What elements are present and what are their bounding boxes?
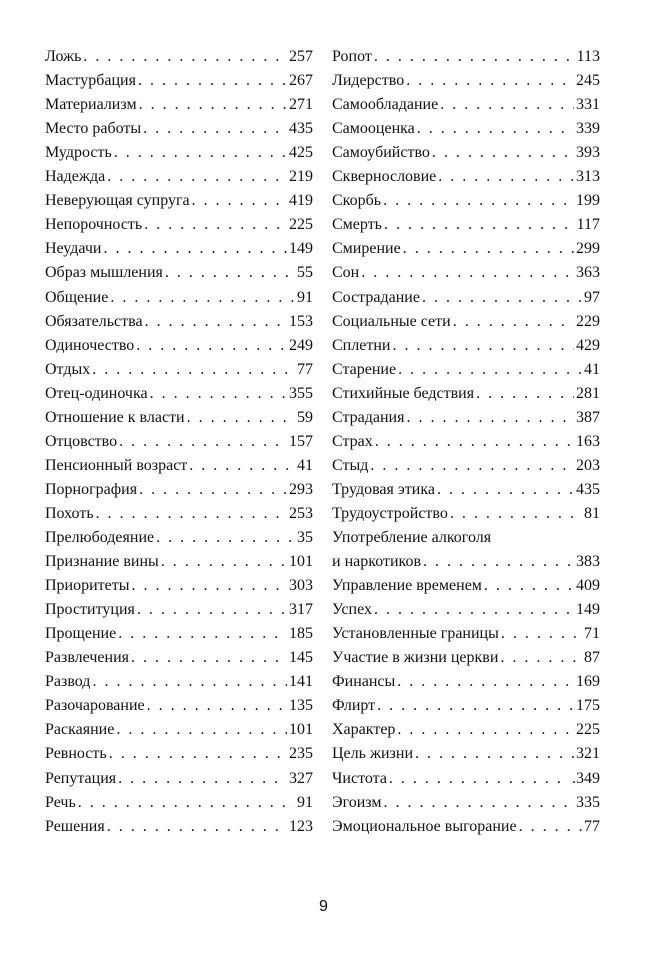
index-entry-term: Общение bbox=[45, 288, 109, 306]
index-entry-term: Неверующая супруга bbox=[45, 192, 190, 210]
dot-leader bbox=[484, 575, 574, 597]
index-entry-page: 235 bbox=[289, 745, 313, 763]
index-entry bbox=[45, 238, 313, 260]
dot-leader bbox=[110, 287, 295, 309]
index-entry-term: Участие в жизни церкви bbox=[332, 649, 499, 667]
dot-leader bbox=[417, 118, 574, 140]
index-entry bbox=[332, 768, 600, 790]
dot-leader bbox=[145, 311, 287, 333]
dot-leader bbox=[156, 527, 295, 549]
index-entry bbox=[332, 190, 600, 212]
index-entry-page: 87 bbox=[584, 649, 600, 667]
index-entry bbox=[45, 671, 313, 693]
index-entry-page: 271 bbox=[289, 96, 313, 114]
dot-leader bbox=[187, 407, 295, 429]
index-entry-page: 267 bbox=[289, 72, 313, 90]
index-entry-page: 253 bbox=[289, 504, 313, 522]
index-entry-page: 363 bbox=[576, 264, 600, 282]
index-entry bbox=[332, 311, 600, 333]
index-entry bbox=[332, 599, 600, 621]
index-entry-term: Мудрость bbox=[45, 144, 112, 162]
index-entry-page: 303 bbox=[289, 577, 313, 595]
index-entry bbox=[45, 166, 313, 188]
index-entry-page: 383 bbox=[576, 553, 600, 571]
index-entry bbox=[45, 431, 313, 453]
dot-leader bbox=[132, 575, 287, 597]
dot-leader bbox=[397, 719, 574, 741]
index-entry bbox=[45, 335, 313, 357]
index-entry-page: 77 bbox=[297, 360, 313, 378]
index-entry-term: Цель жизни bbox=[332, 745, 413, 763]
index-entry-term: Характер bbox=[332, 721, 396, 739]
index-entry bbox=[332, 118, 600, 140]
index-entry-term: Приоритеты bbox=[45, 577, 130, 595]
dot-leader bbox=[147, 695, 287, 717]
dot-leader bbox=[192, 190, 287, 212]
index-entry bbox=[332, 671, 600, 693]
dot-leader bbox=[384, 792, 574, 814]
dot-leader bbox=[144, 214, 287, 236]
dot-leader bbox=[389, 768, 570, 790]
dot-leader bbox=[383, 190, 574, 212]
index-entry-term: Отдых bbox=[45, 360, 91, 378]
index-entry-page: 101 bbox=[289, 721, 313, 739]
dot-leader bbox=[136, 335, 287, 357]
index-entry bbox=[45, 407, 313, 429]
index-entry-page: 91 bbox=[297, 793, 313, 811]
index-entry bbox=[332, 455, 600, 477]
dot-leader bbox=[103, 238, 287, 260]
dot-leader bbox=[453, 311, 574, 333]
index-entry-page: 77 bbox=[584, 817, 600, 835]
index-entry bbox=[45, 816, 313, 838]
index-entry-page: 435 bbox=[576, 480, 600, 498]
dot-leader bbox=[138, 70, 287, 92]
index-entry-term: Управление временем bbox=[332, 577, 482, 595]
index-entry bbox=[45, 455, 313, 477]
dot-leader bbox=[432, 142, 574, 164]
index-entry-term: Смирение bbox=[332, 240, 401, 258]
index-entry-term: Место работы bbox=[45, 120, 142, 138]
index-entry-term: Скорбь bbox=[332, 192, 382, 210]
index-entry-term: Трудоустройство bbox=[332, 504, 448, 522]
index-entry-term: и наркотиков bbox=[332, 553, 422, 571]
index-entry-page: 331 bbox=[576, 96, 600, 114]
dot-leader bbox=[119, 431, 287, 453]
index-entry-page: 157 bbox=[289, 432, 313, 450]
index-entry bbox=[45, 311, 313, 333]
index-entry bbox=[332, 407, 600, 429]
index-entry-term: Пенсионный возраст bbox=[45, 456, 188, 474]
index-entry bbox=[332, 623, 600, 645]
index-entry-page: 257 bbox=[289, 48, 313, 65]
index-entry-term: Ревность bbox=[45, 745, 107, 763]
dot-leader bbox=[403, 238, 574, 260]
index-entry bbox=[45, 262, 313, 284]
index-entry-page: 71 bbox=[584, 625, 600, 643]
dot-leader bbox=[406, 407, 574, 429]
dot-leader bbox=[501, 623, 582, 645]
index-entry-term: Одиночество bbox=[45, 336, 135, 354]
index-entry bbox=[45, 142, 313, 164]
index-entry-page: 409 bbox=[576, 577, 600, 595]
dot-leader bbox=[143, 118, 287, 140]
index-entry-page: 163 bbox=[576, 432, 600, 450]
index-entry bbox=[45, 599, 313, 621]
index-entry bbox=[45, 214, 313, 236]
index-entry bbox=[332, 166, 600, 188]
index-entry-term: Проституция bbox=[45, 601, 135, 619]
index-entry bbox=[332, 551, 600, 573]
dot-leader bbox=[397, 671, 574, 693]
index-entry bbox=[45, 768, 313, 790]
index-entry-term: Похоть bbox=[45, 504, 94, 522]
dot-leader bbox=[189, 455, 295, 477]
dot-leader bbox=[92, 359, 295, 381]
index-entry bbox=[45, 359, 313, 381]
dot-leader bbox=[361, 262, 574, 284]
index-entry-page: 281 bbox=[576, 384, 600, 402]
index-entry-page: 123 bbox=[289, 817, 313, 835]
index-entry-page: 335 bbox=[576, 793, 600, 811]
index-entry bbox=[45, 94, 313, 116]
dot-leader bbox=[131, 647, 287, 669]
index-entry bbox=[45, 623, 313, 645]
index-entry-page: 41 bbox=[297, 456, 313, 474]
index-entry-term: Эмоциональное выгорание bbox=[332, 817, 517, 835]
dot-leader bbox=[370, 455, 574, 477]
index-entry-page: 149 bbox=[289, 240, 313, 258]
index-entry-page: 91 bbox=[297, 288, 313, 306]
index-entry-page: 175 bbox=[576, 697, 600, 715]
index-entry bbox=[332, 719, 600, 741]
index-entry-page: 35 bbox=[297, 529, 313, 546]
index-entry-term: Прелюбодеяние bbox=[45, 529, 155, 546]
index-entry bbox=[45, 695, 313, 717]
index-entry-page: 249 bbox=[289, 336, 313, 354]
index-entry bbox=[332, 262, 600, 284]
dot-leader bbox=[109, 743, 287, 765]
index-entry-term: Лидерство bbox=[332, 72, 405, 90]
index-entry bbox=[332, 142, 600, 164]
index-entry bbox=[45, 527, 313, 549]
index-entry-term: Решения bbox=[45, 817, 105, 835]
index-entry bbox=[332, 287, 600, 309]
dot-leader bbox=[375, 431, 574, 453]
index-entry bbox=[45, 383, 313, 405]
index-entry-term: Стихийные бедствия bbox=[332, 384, 475, 402]
dot-leader bbox=[406, 70, 574, 92]
index-entry-term: Самообладание bbox=[332, 96, 439, 114]
index-entry-term: Раскаяние bbox=[45, 721, 115, 739]
index-entry-page: 169 bbox=[576, 673, 600, 691]
dot-leader bbox=[377, 695, 574, 717]
index-entry-page: 299 bbox=[576, 240, 600, 258]
index-entry bbox=[332, 214, 600, 236]
index-entry bbox=[45, 70, 313, 92]
index-entry-page: 135 bbox=[289, 697, 313, 715]
dot-leader bbox=[137, 599, 287, 621]
index-entry-page: 313 bbox=[576, 168, 600, 186]
index-entry-term: Чистота bbox=[332, 769, 387, 787]
index-entry-term: Разочарование bbox=[45, 697, 145, 715]
index-entry-term: Непорочность bbox=[45, 216, 143, 234]
index-entry bbox=[332, 383, 600, 405]
index-entry-page: .349 bbox=[572, 769, 600, 787]
dot-leader bbox=[107, 166, 287, 188]
page-number: 9 bbox=[319, 898, 328, 915]
index-entry bbox=[332, 431, 600, 453]
index-entry-term: Развод bbox=[45, 673, 91, 691]
dot-leader bbox=[165, 262, 295, 284]
index-entry-page: 425 bbox=[289, 144, 313, 162]
index-entry-term: Прощение bbox=[45, 625, 117, 643]
index-entry bbox=[45, 118, 313, 140]
index-entry-page: 245 bbox=[576, 72, 600, 90]
dot-leader bbox=[96, 503, 287, 525]
index-entry-term: Социальные сети bbox=[332, 312, 451, 330]
index-entry-term: Сон bbox=[332, 264, 360, 282]
dot-leader bbox=[83, 46, 287, 68]
index-entry-term: Старение bbox=[332, 360, 397, 378]
index-entry-term: Флирт bbox=[332, 697, 376, 715]
index-entry-page: 393 bbox=[576, 144, 600, 162]
dot-leader bbox=[519, 816, 582, 838]
dot-leader bbox=[500, 647, 582, 669]
index-entry-page: 229 bbox=[576, 312, 600, 330]
index-entry bbox=[332, 94, 600, 116]
index-entry-page: 97 bbox=[584, 288, 600, 306]
index-entry-term: Отношение к власти bbox=[45, 408, 185, 426]
dot-leader bbox=[78, 792, 295, 814]
dot-leader bbox=[118, 623, 287, 645]
index-entry-term: Установленные границы bbox=[332, 625, 499, 643]
index-entry-page: 435 bbox=[289, 120, 313, 138]
index-entry bbox=[332, 359, 600, 381]
index-entry bbox=[332, 46, 600, 68]
index-entry-term: Ложь bbox=[45, 48, 82, 65]
index-entry bbox=[45, 647, 313, 669]
index-entry-term: Стыд bbox=[332, 456, 369, 474]
index-entry bbox=[45, 551, 313, 573]
index-entry bbox=[45, 479, 313, 501]
index-entry-term: Сострадание bbox=[332, 288, 420, 306]
index-entry-page: 113 bbox=[576, 48, 600, 65]
dot-leader bbox=[440, 94, 574, 116]
index-entry-page: 355 bbox=[289, 384, 313, 402]
dot-leader bbox=[118, 768, 287, 790]
index-entry-page: 225 bbox=[576, 721, 600, 739]
index-entry bbox=[45, 503, 313, 525]
dot-leader bbox=[437, 479, 574, 501]
index-entry-term: Самоубийство bbox=[332, 144, 430, 162]
index-entry-page: 41 bbox=[584, 360, 600, 378]
dot-leader bbox=[422, 287, 582, 309]
index-entry-page: 321 bbox=[576, 745, 600, 763]
index-entry bbox=[45, 190, 313, 212]
index-entry-term: Сквернословие bbox=[332, 168, 437, 186]
index-entry-term: Порнография bbox=[45, 480, 138, 498]
dot-leader bbox=[114, 142, 287, 164]
index-entry-page: 387 bbox=[576, 408, 600, 426]
index-entry-term-line: Употребление алкоголя bbox=[332, 529, 492, 546]
index-entry bbox=[332, 238, 600, 260]
dot-leader bbox=[423, 551, 574, 573]
index-entry bbox=[45, 743, 313, 765]
index-entry-page: 429 bbox=[576, 336, 600, 354]
index-entry bbox=[332, 743, 600, 765]
index-entry-term: Материализм bbox=[45, 96, 137, 114]
index-entry-page: 317 bbox=[289, 601, 313, 619]
index-entry bbox=[332, 647, 600, 669]
index-entry-term: Развлечения bbox=[45, 649, 129, 667]
index-entry bbox=[332, 335, 600, 357]
index-entry-term: Отец-одиночка bbox=[45, 384, 148, 402]
index-entry bbox=[45, 575, 313, 597]
dot-leader bbox=[161, 551, 287, 573]
index-entry-page: 141 bbox=[289, 673, 313, 691]
dot-leader bbox=[374, 46, 575, 68]
index-entry-page: 55 bbox=[297, 264, 313, 282]
index-entry-page: 219 bbox=[289, 168, 313, 186]
index-entry bbox=[45, 719, 313, 741]
index-entry-page: 339 bbox=[576, 120, 600, 138]
dot-leader bbox=[107, 816, 287, 838]
index-entry-term: Ропот bbox=[332, 48, 372, 65]
index-entry-term: Успех bbox=[332, 601, 372, 619]
dot-leader bbox=[450, 503, 582, 525]
index-entry bbox=[332, 792, 600, 814]
index-entry-page: 293 bbox=[289, 480, 313, 498]
index-entry-term: Трудовая этика bbox=[332, 480, 435, 498]
index-entry-term: Отцовство bbox=[45, 432, 118, 450]
index-entry bbox=[332, 816, 600, 838]
index-entry-term: Репутация bbox=[45, 769, 117, 787]
index-entry-page: 225 bbox=[289, 216, 313, 234]
index-entry-term: Страдания bbox=[332, 408, 405, 426]
index-entry bbox=[45, 792, 313, 814]
index-entry-term: Надежда bbox=[45, 168, 106, 186]
dot-leader bbox=[476, 383, 574, 405]
dot-leader bbox=[139, 94, 287, 116]
index-entry-term: Смерть bbox=[332, 216, 382, 234]
dot-leader bbox=[392, 335, 574, 357]
dot-leader bbox=[116, 719, 287, 741]
index-entry-page: 101 bbox=[289, 553, 313, 571]
index-entry-term: Мастурбация bbox=[45, 72, 136, 90]
index-entry bbox=[332, 70, 600, 92]
index-entry-term: Страх bbox=[332, 432, 373, 450]
index-entry-term: Сплетни bbox=[332, 336, 391, 354]
dot-leader bbox=[415, 743, 574, 765]
dot-leader bbox=[374, 599, 574, 621]
index-entry bbox=[45, 46, 313, 68]
index-entry-page: 185 bbox=[289, 625, 313, 643]
index-entry-page: 145 bbox=[289, 649, 313, 667]
dot-leader bbox=[384, 214, 575, 236]
index-entry-term: Неудачи bbox=[45, 240, 102, 258]
index-entry bbox=[332, 695, 600, 717]
index-entry-page: 327 bbox=[289, 769, 313, 787]
index-entry-page: 81 bbox=[584, 504, 600, 522]
index-entry-page: 199 bbox=[576, 192, 600, 210]
index-entry-term: Самооценка bbox=[332, 120, 415, 138]
index-entry bbox=[332, 479, 600, 501]
index-entry-page: 203 bbox=[576, 456, 600, 474]
index-entry-term: Эгоизм bbox=[332, 793, 382, 811]
index-entry-term: Речь bbox=[45, 793, 76, 811]
dot-leader bbox=[92, 671, 287, 693]
dot-leader bbox=[150, 383, 287, 405]
index-entry bbox=[45, 287, 313, 309]
dot-leader bbox=[398, 359, 582, 381]
index-entry bbox=[332, 575, 600, 597]
index-entry-term: Финансы bbox=[332, 673, 396, 691]
dot-leader bbox=[438, 166, 574, 188]
index-entry-term: Обязательства bbox=[45, 312, 143, 330]
index-entry-page: 419 bbox=[289, 192, 313, 210]
index-entry-page: 153 bbox=[289, 312, 313, 330]
index-entry bbox=[332, 503, 600, 525]
index-entry-page: 149 bbox=[576, 601, 600, 619]
index-entry-term: Образ мышления bbox=[45, 264, 163, 282]
index-entry-term: Признание вины bbox=[45, 553, 159, 571]
dot-leader bbox=[139, 479, 287, 501]
index-entry-page: 59 bbox=[297, 408, 313, 426]
index-entry-page: 117 bbox=[576, 216, 600, 234]
